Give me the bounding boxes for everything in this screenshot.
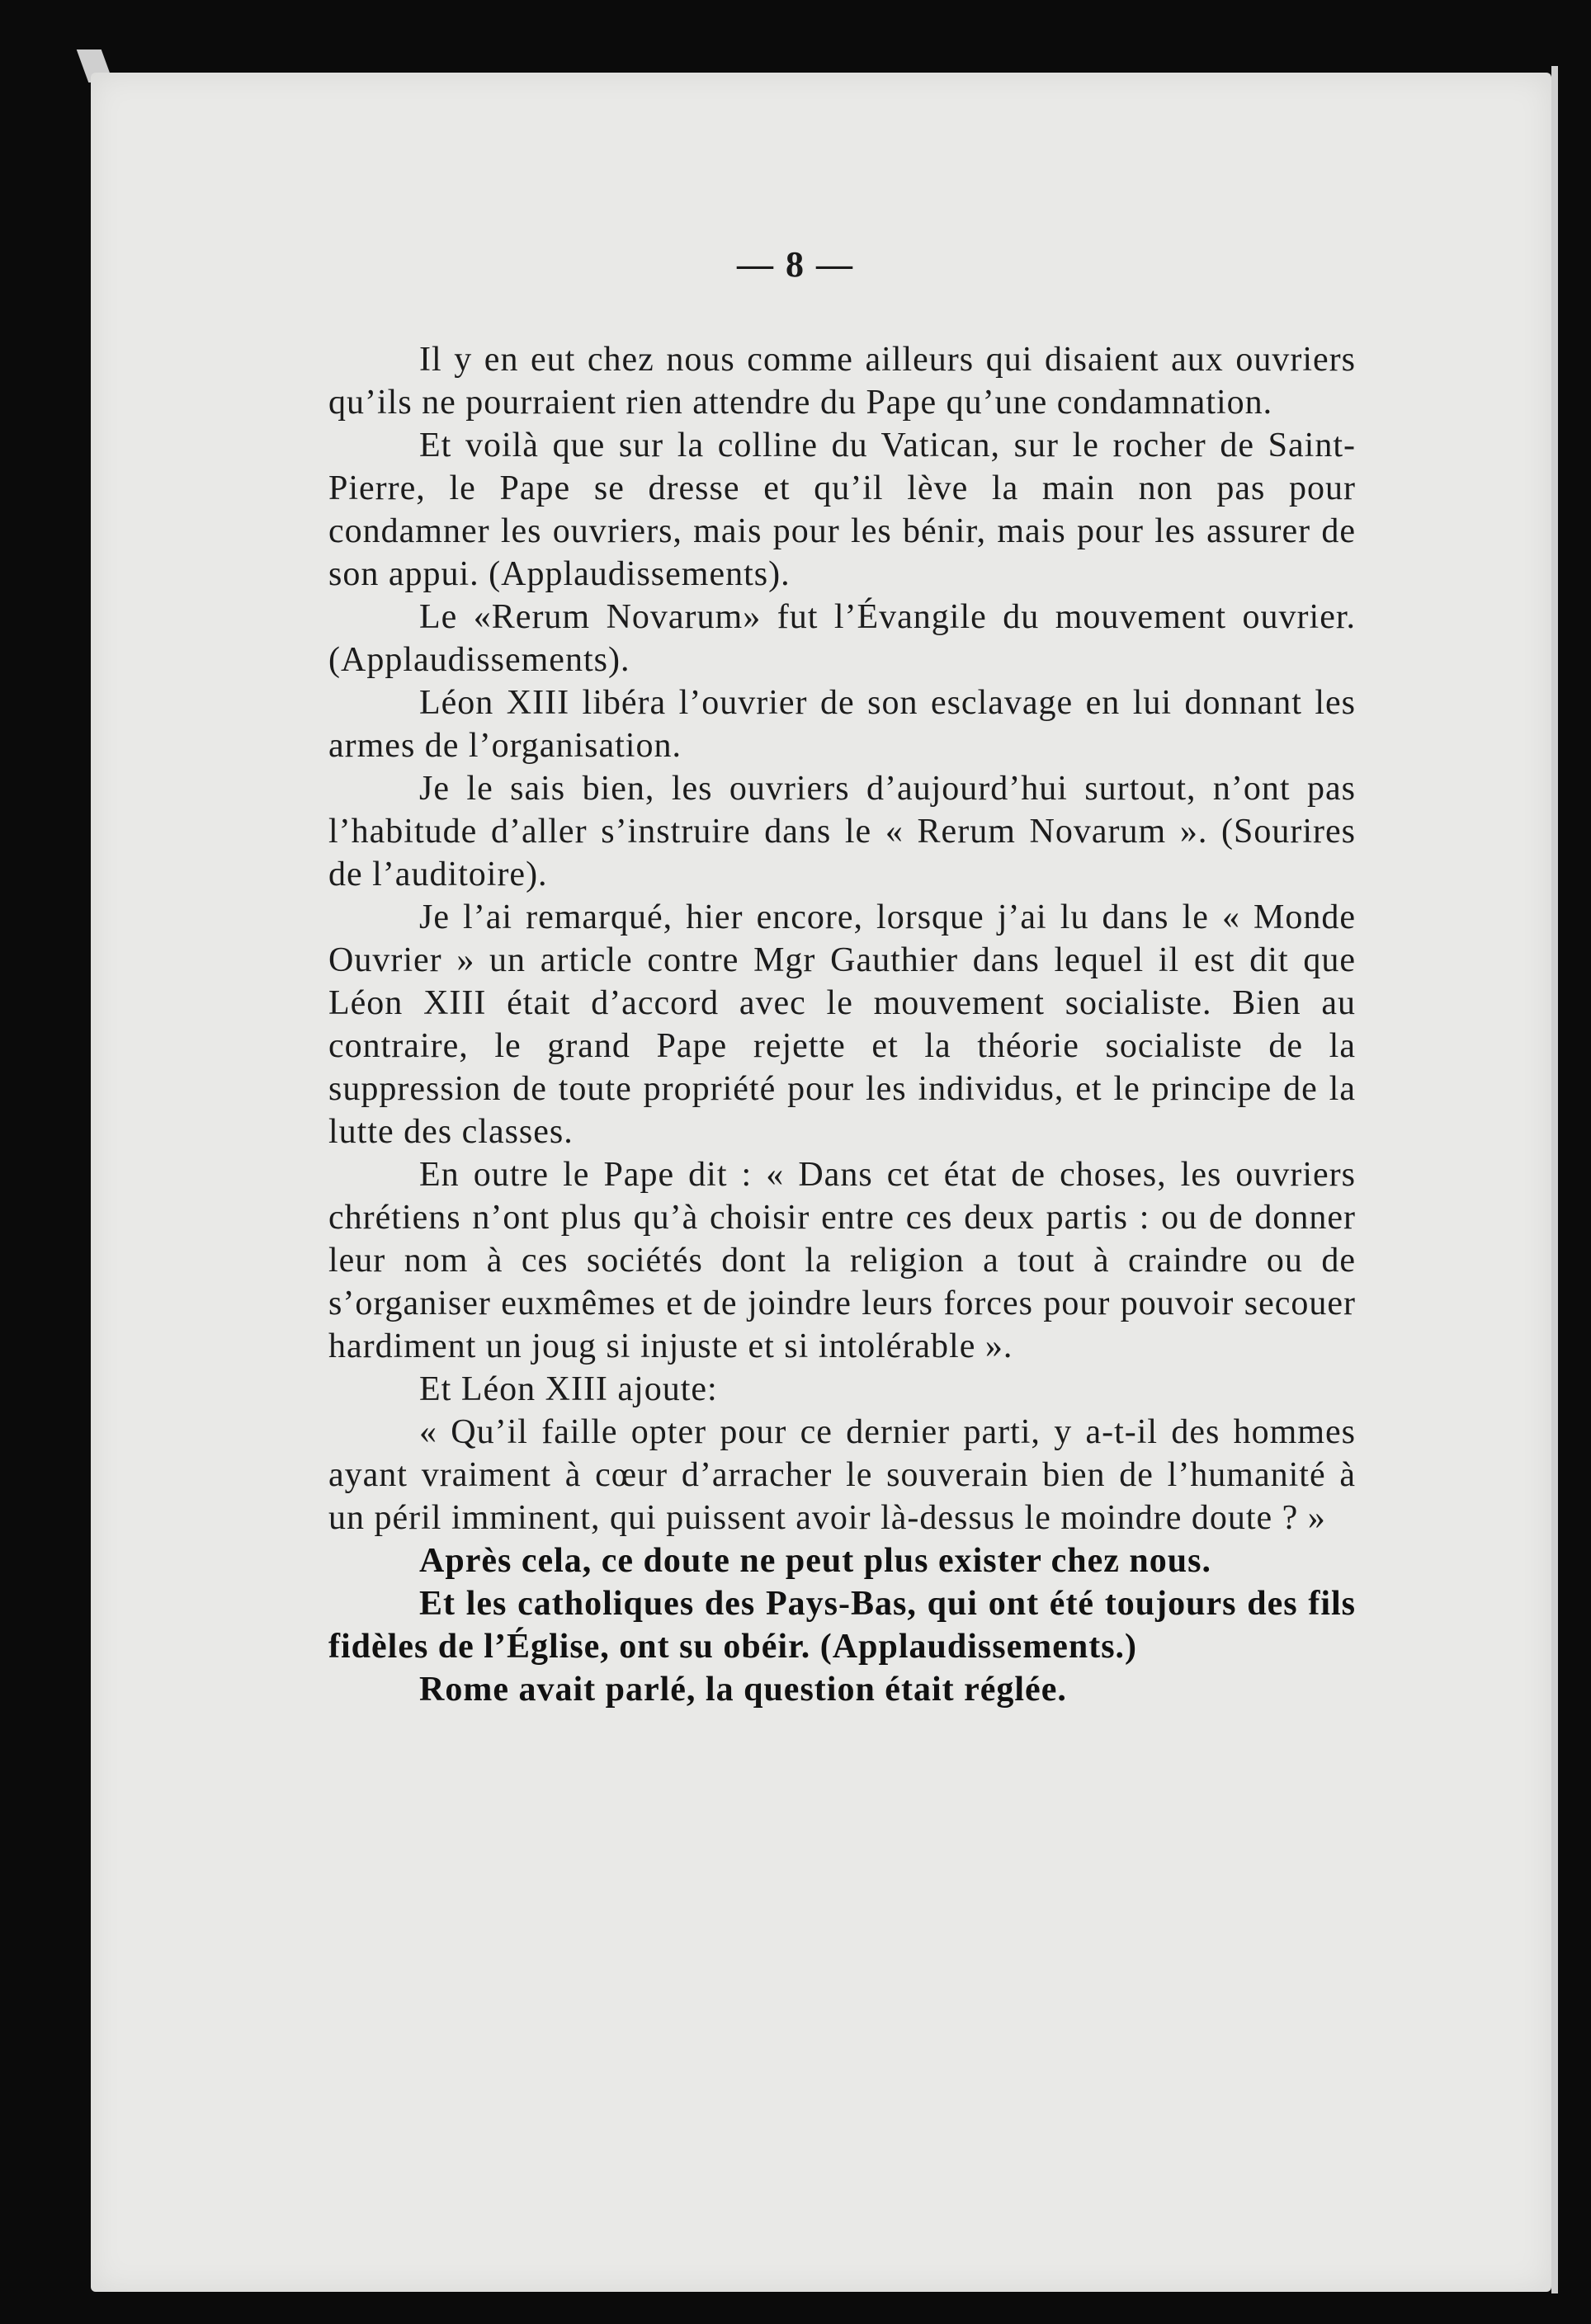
paragraph: Et voilà que sur la colline du Vatican, sur le rocher de Saint-Pierre, le Pape se dresse et qu’il lève la main non pas pour condamner les ouvriers, mais pour les bénir, mais pour les assurer de son appui. (Applaudissements). xyxy=(328,427,1356,593)
page-number: — 8 — xyxy=(737,244,854,285)
paragraph: Après cela, ce doute ne peut plus exister chez nous. xyxy=(419,1542,1211,1580)
body-text xyxy=(328,338,1356,1711)
paragraph: Et les catholiques des Pays-Bas, qui ont été toujours des fils fidèles de l’Église, ont su obéir. (Applaudissements.) xyxy=(328,1585,1356,1666)
paragraph: Il y en eut chez nous comme ailleurs qui disaient aux ouvriers qu’ils ne pourraient rien attendre du Pape qu’une condamnation. xyxy=(328,341,1356,422)
paragraph: « Qu’il faille opter pour ce dernier parti, y a-t-il des hommes ayant vraiment à cœur d’arracher le souverain bien de l’humanité à un péril imminent, qui puissent avoir là-dessus le moindre doute ? » xyxy=(328,1413,1356,1537)
paragraph: Rome avait parlé, la question était réglée. xyxy=(419,1671,1067,1709)
paragraph: Je l’ai remarqué, hier encore, lorsque j’ai lu dans le « Monde Ouvrier » un article contre Mgr Gauthier dans lequel il est dit que Léon XIII était d’accord avec le mouvement socialiste. Bien au contraire, le grand Pape rejette et la théorie socialiste de la suppression de toute propriété pour les individus, et le principe de la lutte des classes. xyxy=(328,898,1356,1151)
paragraph: Le «Rerum Novarum» fut l’Évangile du mouvement ouvrier. (Applaudissements). xyxy=(328,598,1356,679)
paragraph: Léon XIII libéra l’ouvrier de son esclavage en lui donnant les armes de l’organisation. xyxy=(328,684,1356,765)
paragraph: Je le sais bien, les ouvriers d’aujourd’hui surtout, n’ont pas l’habitude d’aller s’instruire dans le « Rerum Novarum ». (Sourires de l’auditoire). xyxy=(328,770,1356,893)
paragraph: En outre le Pape dit : « Dans cet état de choses, les ouvriers chrétiens n’ont plus qu’à choisir entre ces deux partis : ou de donner leur nom à ces sociétés dont la religion a tout à craindre ou de s’organiser euxmêmes et de joindre leurs forces pour pouvoir secouer hardiment un joug si injuste et si intolérable ». xyxy=(328,1156,1356,1365)
adjacent-page-edge xyxy=(1551,66,1558,2293)
paragraph: Et Léon XIII ajoute: xyxy=(419,1370,718,1408)
